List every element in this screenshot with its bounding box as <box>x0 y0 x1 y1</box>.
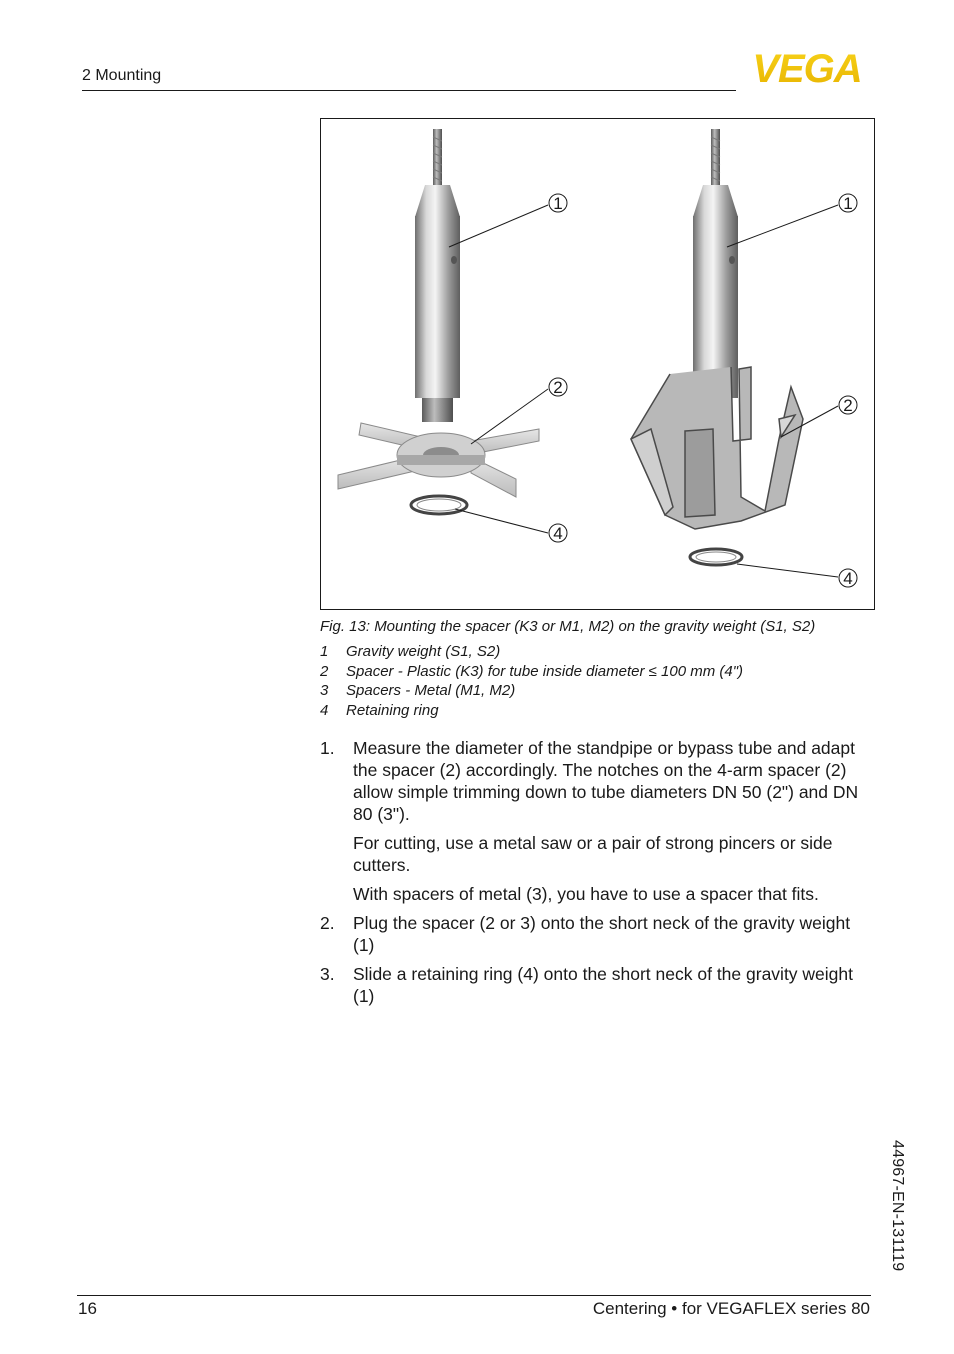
figure-legend <box>320 642 743 720</box>
step-paragraph: For cutting, use a metal saw or a pair of strong pincers or side cutters. <box>353 833 833 875</box>
legend-item <box>320 681 743 701</box>
step-paragraph: Plug the spacer (2 or 3) onto the short neck of the gravity weight (1) <box>353 913 851 955</box>
plastic-spacer-k3 <box>338 423 539 497</box>
section-label: 2 Mounting <box>82 67 162 84</box>
callout-2-right: 2 <box>843 396 853 415</box>
legend-item <box>320 662 743 682</box>
step-3 <box>320 963 875 1014</box>
legend-number: 4 <box>320 701 329 719</box>
vega-logo <box>741 51 873 85</box>
callout-1-right: 1 <box>843 194 853 213</box>
legend-text: Spacer - Plastic (K3) for tube inside diameter ≤ 100 mm (4") <box>346 662 744 680</box>
legend-item <box>320 642 743 662</box>
callout-4-right: 4 <box>843 569 853 588</box>
step-number: 1. <box>320 738 335 758</box>
spacer-illustration <box>321 119 874 609</box>
page-number: 16 <box>78 1299 97 1318</box>
step-paragraph: Measure the diameter of the standpipe or bypass tube and adapt the spacer (2) accordingly. The notches on the 4-arm spacer (2) allow simple trimming down to tube diameters DN 50 (2") and DN 80 (3"). <box>353 738 859 824</box>
document-id: 44967-EN-131119 <box>889 1140 906 1272</box>
step-1 <box>320 737 875 912</box>
retaining-ring-left <box>411 496 467 514</box>
legend-item <box>320 701 743 721</box>
footer-rule <box>77 1295 871 1296</box>
legend-text: Gravity weight (S1, S2) <box>346 643 501 660</box>
logo-text: VEGA <box>752 51 862 85</box>
metal-spacer-m1 <box>631 367 803 529</box>
legend-text: Retaining ring <box>346 701 439 719</box>
step-paragraph: Slide a retaining ring (4) onto the short neck of the gravity weight (1) <box>353 964 853 1006</box>
step-paragraph: With spacers of metal (3), you have to use a spacer that fits. <box>353 884 819 904</box>
retaining-ring-right <box>690 549 742 565</box>
step-number: 2. <box>320 913 335 933</box>
callout-4-left: 4 <box>553 524 563 543</box>
header-rule <box>82 90 736 91</box>
instruction-steps <box>320 737 875 1014</box>
footer-title: Centering • for VEGAFLEX series 80 <box>592 1299 870 1318</box>
mounting-figure <box>320 118 875 610</box>
legend-number: 1 <box>320 643 329 660</box>
figure-caption: Fig. 13: Mounting the spacer (K3 or M1, M2) on the gravity weight (S1, S2) <box>320 618 816 635</box>
callout-1-left: 1 <box>553 194 563 213</box>
gravity-weight-left <box>415 129 460 422</box>
legend-number: 2 <box>320 662 329 680</box>
legend-text: Spacers - Metal (M1, M2) <box>346 682 516 699</box>
step-2 <box>320 912 875 963</box>
legend-number: 3 <box>320 682 329 699</box>
step-number: 3. <box>320 964 335 984</box>
callout-2-left: 2 <box>553 378 563 397</box>
